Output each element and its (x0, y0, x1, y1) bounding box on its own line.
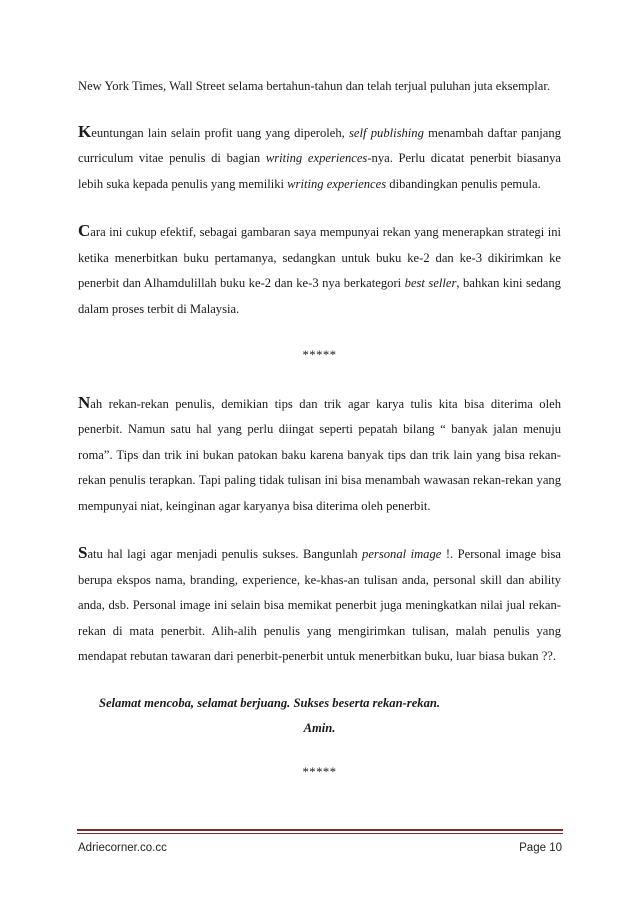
paragraph-5-text-1: atu hal lagi agar menjadi penulis sukses. Bangunlah (87, 547, 363, 561)
paragraph-5-text-2: !. Personal image bisa berupa ekspos nama, branding, experience, ke-khas-an tulisan anda, personal skill dan ability anda, dsb. Personal image ini selain bisa memikat penerbit juga meningkatkan nilai jual rekan-rekan di mata penerbit. Alih-alih penulis yang mengirimkan tulisan, malah penulis yang mendapat rebutan tawaran dari penerbit-penerbit untuk menerbitkan buku, luar biasa bukan ??. (78, 547, 561, 663)
paragraph-2 (78, 119, 561, 198)
paragraph-5 (78, 540, 561, 670)
paragraph-4-initial: N (78, 392, 91, 412)
closing-line-1: Selamat mencoba, selamat berjuang. Sukses beserta rekan-rekan. (98, 695, 441, 710)
paragraph-4 (78, 390, 561, 520)
paragraph-2-text-2: menambah daftar panjang curriculum vitae penulis di bagian (78, 125, 561, 165)
paragraph-3-text-1: ara ini cukup efektif, sebagai gambaran saya mempunyai rekan yang menerapkan strategi ini ketika menerbitkan buku pertamanya, sedangkan untuk buku ke-2 dan ke-3 dikirimkan ke penerbit dan Alhamdulillah buku ke-2 dan ke-3 nya berkategori (78, 225, 561, 290)
page-body (78, 74, 561, 785)
end-separator: ***** (302, 764, 337, 779)
paragraph-5-emphasis-1: personal image (362, 547, 442, 561)
paragraph-3 (78, 218, 561, 322)
paragraph-2-text-1: euntungan lain selain profit uang yang diperoleh, (91, 125, 350, 140)
paragraph-2-text-4: dibandingkan penulis pemula. (386, 176, 541, 191)
paragraph-2-text-3: -nya. Perlu dicatat penerbit biasanya lebih suka kepada penulis yang memiliki (78, 151, 561, 191)
footer-rule-thick (77, 829, 563, 831)
paragraph-5-initial: S (78, 543, 88, 562)
paragraph-2-emphasis-3: writing experiences (287, 176, 387, 191)
footer-page-number: Page 10 (519, 842, 562, 854)
paragraph-2-emphasis-2: writing experiences (265, 151, 368, 165)
closing-line-2: Amin. (303, 721, 336, 735)
paragraph-1-text: New York Times, Wall Street selama bertahun-tahun dan telah terjual puluhan juta eksemplar. (78, 79, 550, 93)
paragraph-3-text-2: , bahkan kini sedang dalam proses terbit di Malaysia. (78, 276, 561, 316)
footer-rule-thin (77, 833, 563, 834)
paragraph-2-initial: K (78, 121, 92, 141)
paragraph-3-initial: C (78, 221, 91, 240)
paragraph-2-emphasis-1: self publishing (349, 125, 424, 140)
paragraph-3-emphasis-1: best seller (404, 276, 457, 290)
closing-remarks (78, 691, 561, 742)
paragraph-1 (78, 74, 561, 100)
footer-site-name: Adriecorner.co.cc (78, 842, 167, 854)
paragraph-4-text-1: ah rekan-rekan penulis, demikian tips dan trik agar karya tulis kita bisa diterima oleh penerbit. Namun satu hal yang perlu diingat seperti pepatah bilang “ banyak jalan menuju roma”. Tips dan trik ini bukan patokan baku karena banyak tips dan trik lain yang bisa rekan-rekan penulis terapkan. Tapi paling tidak tulisan ini bisa menambah wawasan rekan-rekan yang mempunyai niat, keinginan agar karyanya bisa diterima oleh penerbit. (78, 396, 561, 513)
section-separator: ***** (302, 348, 337, 362)
